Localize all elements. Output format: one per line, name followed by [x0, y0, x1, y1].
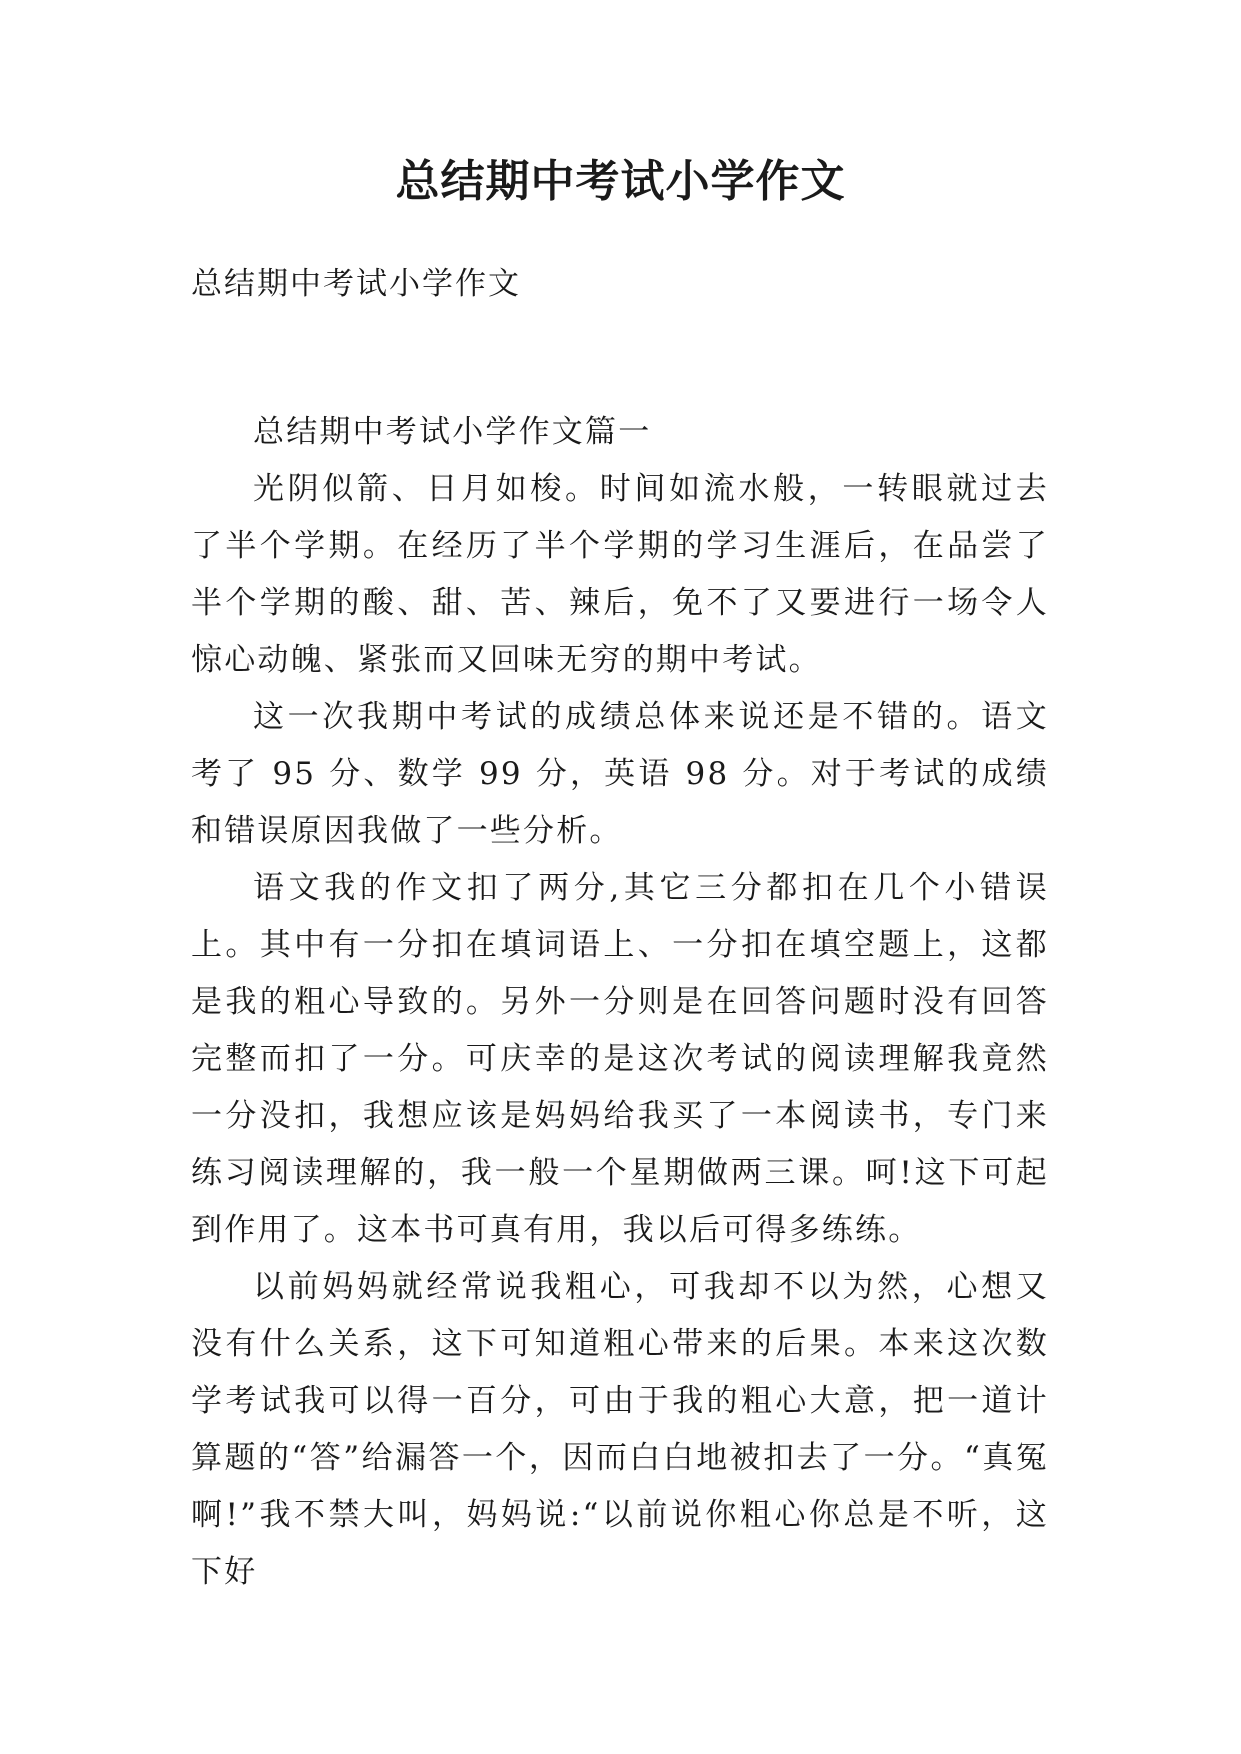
paragraph-3: 语文我的作文扣了两分,其它三分都扣在几个小错误上。其中有一分扣在填词语上、一分扣在填空题上，这都是我的粗心导致的。另外一分则是在回答问题时没有回答完整而扣了一分。可庆幸的是这次考试的阅读理解我竟然一分没扣，我想应该是妈妈给我买了一本阅读书，专门来练习阅读理解的，我一般一个星期做两三课。呵!这下可起到作用了。这本书可真有用，我以后可得多练练。 — [191, 870, 1049, 1248]
section-heading: 总结期中考试小学作文篇一 — [253, 414, 652, 450]
document-body — [191, 404, 1049, 1601]
paragraph-1: 光阴似箭、日月如梭。时间如流水般，一转眼就过去了半个学期。在经历了半个学期的学习生涯后，在品尝了半个学期的酸、甜、苦、辣后，免不了又要进行一场令人惊心动魄、紧张而又回味无穷的期中考试。 — [191, 471, 1049, 678]
document-title: 总结期中考试小学作文 — [395, 156, 846, 207]
paragraph-2: 这一次我期中考试的成绩总体来说还是不错的。语文考了 95 分、数学 99 分，英语 98 分。对于考试的成绩和错误原因我做了一些分析。 — [191, 699, 1049, 849]
document-subtitle: 总结期中考试小学作文 — [191, 266, 521, 302]
paragraph-4: 以前妈妈就经常说我粗心，可我却不以为然，心想又没有什么关系，这下可知道粗心带来的后果。本来这次数学考试我可以得一百分，可由于我的粗心大意，把一道计算题的“答”给漏答一个，因而白白地被扣去了一分。“真冤啊!”我不禁大叫，妈妈说:“以前说你粗心你总是不听，这下好 — [191, 1269, 1049, 1590]
